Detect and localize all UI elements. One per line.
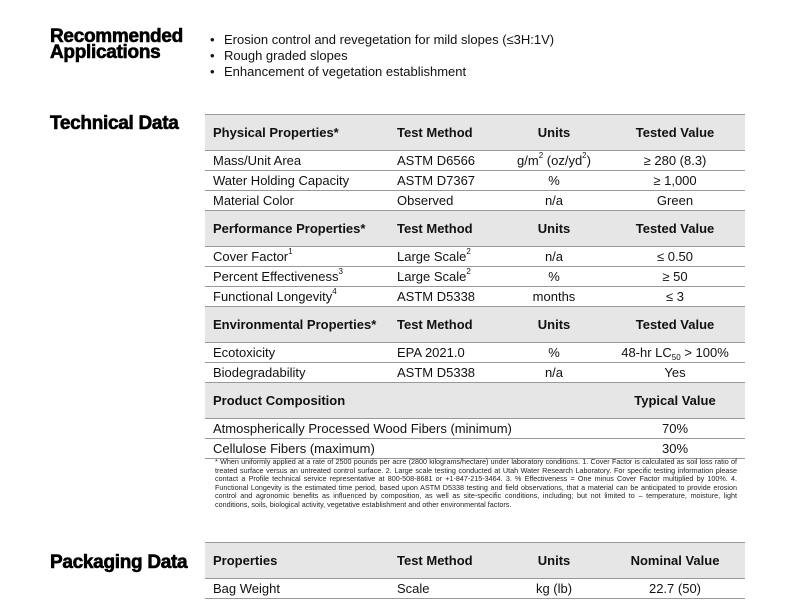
property-cell: Cellulose Fibers (maximum) <box>213 441 375 456</box>
value-cell: 48-hr $LC_{50} > 100\%$ <box>621 345 729 362</box>
column-header: Units <box>537 125 571 140</box>
method-cell: Observed <box>397 193 454 208</box>
value-cell: Green <box>656 193 694 208</box>
method-cell: EPA 2021.0 <box>397 345 465 360</box>
table-row <box>205 171 745 191</box>
technical-data-title: Technical Data <box>50 113 179 134</box>
method-cell: Large Scale$^2$ <box>397 247 471 264</box>
property-cell: Water Holding Capacity <box>213 173 350 188</box>
column-header: Typical Value <box>634 393 716 408</box>
property-cell: Material Color <box>213 193 294 208</box>
column-header: Product Composition <box>213 393 346 408</box>
table-row <box>205 419 745 439</box>
technical-data-table <box>205 114 745 459</box>
column-header: Tested Value <box>635 221 715 236</box>
column-header: Units <box>537 221 571 236</box>
value-cell: ≥ 50 <box>662 269 688 284</box>
units-cell: months <box>532 289 576 304</box>
column-header: Tested Value <box>635 317 715 332</box>
table-row <box>205 439 745 459</box>
packaging-data-table <box>205 542 745 599</box>
product-composition-header <box>205 382 745 419</box>
method-cell: ASTM D5338 <box>397 289 476 304</box>
property-cell: Bag Weight <box>213 581 280 596</box>
table-row <box>205 191 745 210</box>
column-header: Tested Value <box>635 125 715 140</box>
property-cell: Biodegradability <box>213 365 306 380</box>
method-cell: ASTM D7367 <box>397 173 476 188</box>
column-header: Performance Properties* <box>213 221 366 236</box>
value-cell: ≤ 3 <box>666 289 684 304</box>
footnote: * When uniformly applied at a rate of 2500 pounds per acre (2800 kilograms/hectare) under laboratory conditions. 1. Cover Factor is calculated as soil loss ratio of treated surface versus an untreated control surface. 2. Large scale testing conducted at Utah Water Research Laboratory. For specific testing information please contact a Profile technical service representative at 800-508-8681 or +1-847-215-3464. 3. % Effectiveness = One minus Cover Factor multiplied by 100%. 4. Functional Longevity is the estimated time period, based upon ASTM D5338 testing and field observations, that a material can be anticipated to provide erosion control and agronomic benefits as influenced by composition, as well as site-specific conditions, including; but not limited to – temperature, moisture, light conditions, soils, biological activity, vegetative establishment and other environmental factors. <box>215 457 737 509</box>
performance-properties-header <box>205 210 745 247</box>
column-header: Nominal Value <box>630 553 720 568</box>
table-row <box>205 287 745 306</box>
column-header: Test Method <box>397 221 473 236</box>
column-header: Test Method <box>397 125 473 140</box>
property-cell: Functional Longevity$^4$ <box>213 287 337 304</box>
property-cell: Mass/Unit Area <box>213 153 302 168</box>
table-row <box>205 151 745 171</box>
property-cell: Percent Effectiveness$^3$ <box>213 267 343 284</box>
column-header: Units <box>537 317 571 332</box>
property-cell: Atmospherically Processed Wood Fibers (minimum) <box>213 421 512 436</box>
units-cell: % <box>548 269 560 284</box>
units-cell: % <box>548 345 560 360</box>
column-header: Environmental Properties* <box>213 317 377 332</box>
packaging-header <box>205 542 745 579</box>
value-cell: ≥ 1,000 <box>653 173 697 188</box>
column-header: Properties <box>213 553 278 568</box>
column-header: Physical Properties* <box>213 125 339 140</box>
units-cell: n/a <box>544 365 564 380</box>
value-cell: Yes <box>664 365 686 380</box>
table-row <box>205 247 745 267</box>
column-header: Test Method <box>397 553 473 568</box>
method-cell: ASTM D6566 <box>397 153 476 168</box>
value-cell: 30% <box>661 441 689 456</box>
column-header: Units <box>537 553 571 568</box>
property-cell: Ecotoxicity <box>213 345 276 360</box>
list-item: • Enhancement of vegetation establishment <box>210 64 554 80</box>
value-cell: ≥ 280 (8.3) <box>643 153 707 168</box>
table-row <box>205 267 745 287</box>
value-cell: 22.7 (50) <box>648 581 702 596</box>
units-cell: % <box>548 173 560 188</box>
physical-properties-header <box>205 114 745 151</box>
method-cell: Large Scale$^2$ <box>397 267 471 284</box>
recommended-applications-title: Recommended Applications <box>50 26 183 63</box>
property-cell: Cover Factor$^1$ <box>213 247 293 264</box>
table-row <box>205 343 745 363</box>
table-row <box>205 363 745 382</box>
environmental-properties-header <box>205 306 745 343</box>
units-cell: kg (lb) <box>535 581 573 596</box>
packaging-data-title: Packaging Data <box>50 552 188 573</box>
value-cell: ≤ 0.50 <box>656 249 694 264</box>
units-cell: n/a <box>544 193 564 208</box>
list-item: • Rough graded slopes <box>210 48 554 64</box>
units-cell: $g/m^2$ $(oz/yd^2)$ <box>517 151 591 168</box>
table-row <box>205 579 745 599</box>
applications-list <box>210 32 554 80</box>
value-cell: 70% <box>661 421 689 436</box>
units-cell: n/a <box>544 249 564 264</box>
method-cell: ASTM D5338 <box>397 365 476 380</box>
method-cell: Scale <box>397 581 430 596</box>
list-item: • Erosion control and revegetation for mild slopes (≤3H:1V) <box>210 32 554 48</box>
column-header: Test Method <box>397 317 473 332</box>
